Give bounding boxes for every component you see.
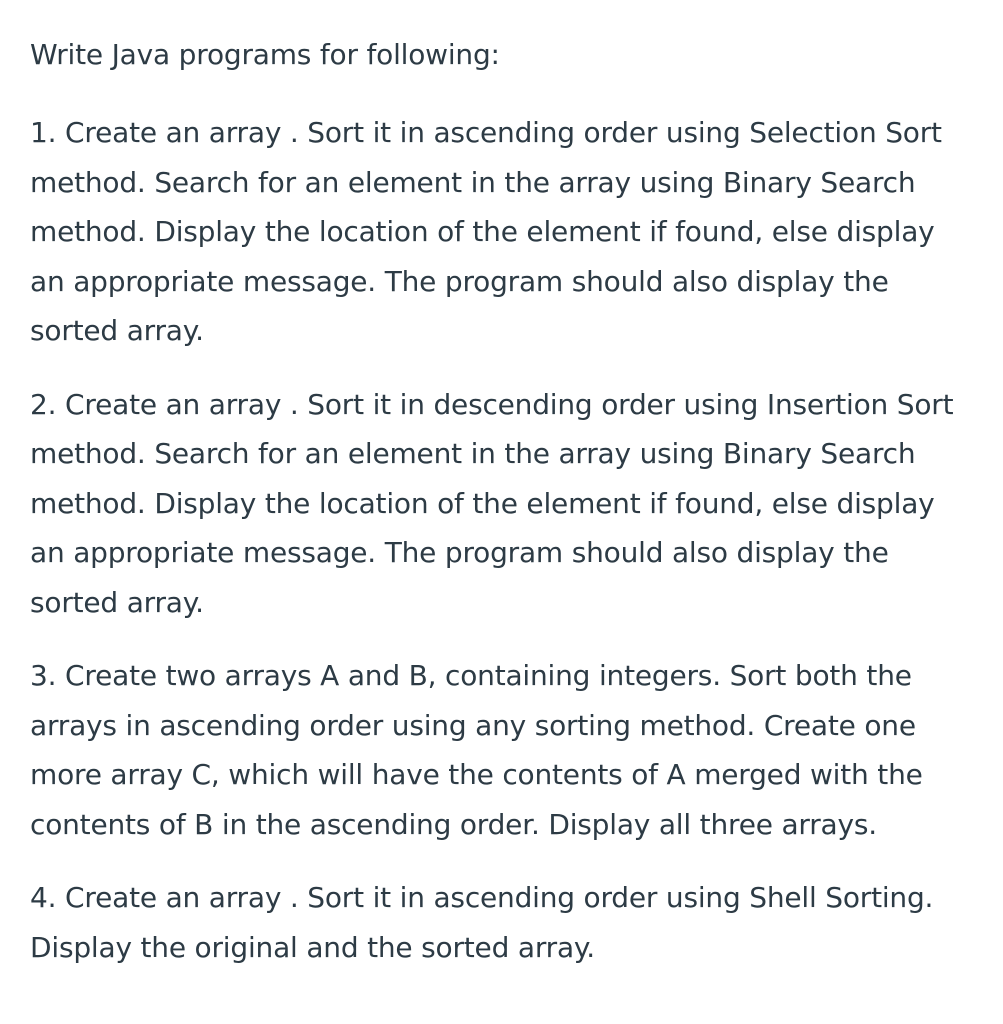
task-2-number: 2.: [30, 387, 57, 421]
task-2-text: Create an array . Sort it in descending order using Insertion Sort method. Search for an element in the array using Binary Search method. Display the location of the element if found, else display an appropriate message. The program should also display the sorted array.: [30, 387, 954, 619]
assignment-intro: Write Java programs for following:: [30, 38, 500, 71]
task-1: [30, 108, 973, 356]
task-4-text: Create an array . Sort it in ascending order using Shell Sorting. Display the original and the sorted array.: [30, 881, 934, 964]
task-3: [30, 651, 973, 849]
task-3-number: 3.: [30, 659, 57, 692]
task-3-text: Create two arrays A and B, containing integers. Sort both the arrays in ascending order using any sorting method. Create one more array C, which will have the contents of A merged with the contents of B in the ascending order. Display all three arrays.: [30, 659, 923, 841]
task-1-number: 1.: [30, 116, 57, 149]
task-4: [30, 873, 973, 972]
task-1-text: Create an array . Sort it in ascending order using Selection Sort method. Search for an element in the array using Binary Search method. Display the location of the element if found, else display an appropriate message. The program should also display the sorted array.: [30, 116, 942, 347]
task-4-number: 4.: [30, 881, 57, 914]
task-2: [30, 380, 973, 628]
